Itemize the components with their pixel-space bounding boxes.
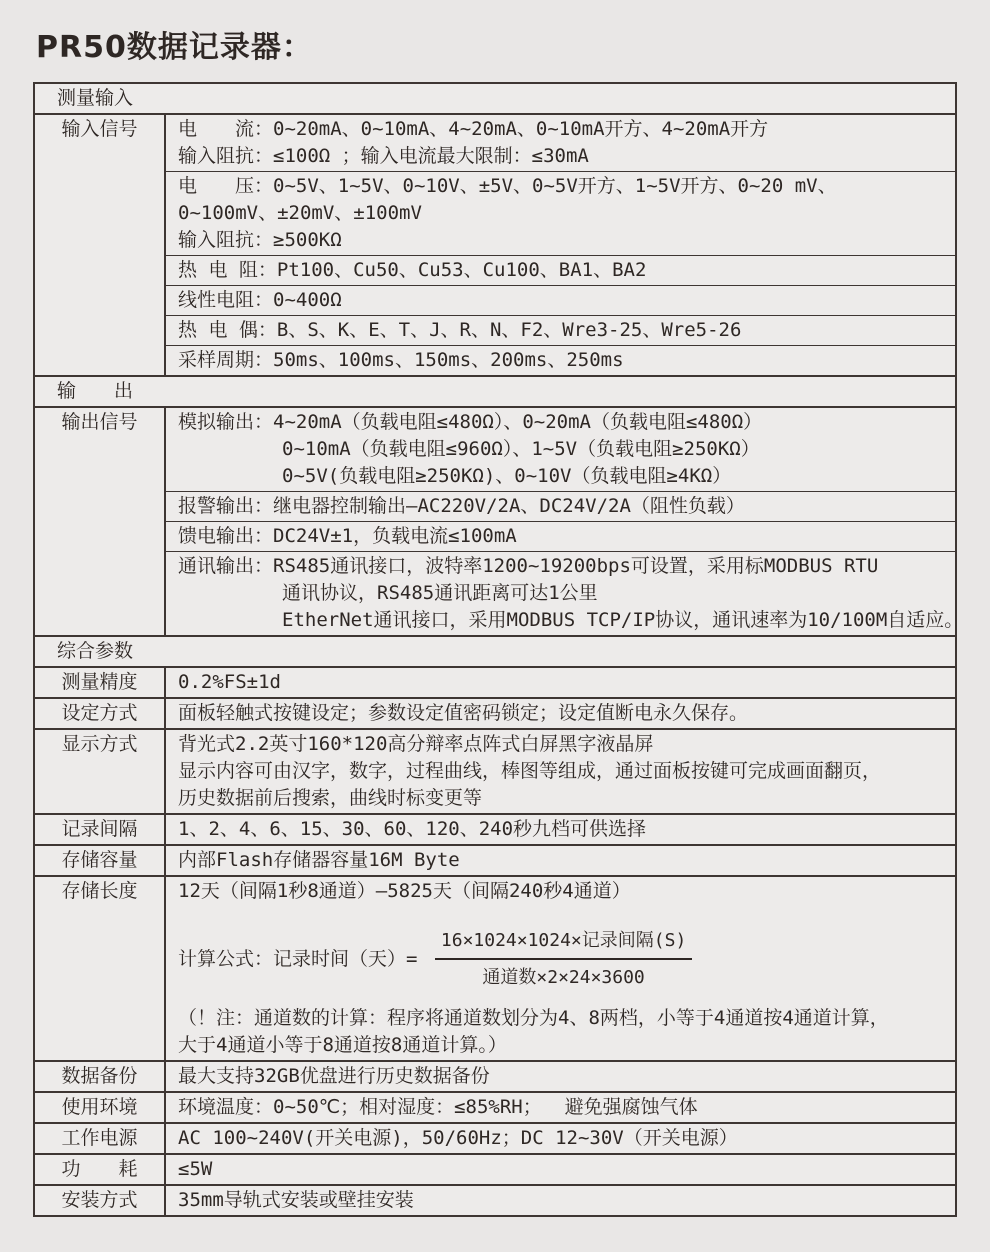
row-label: 输入信号 <box>35 115 166 375</box>
row-label: 安装方式 <box>35 1186 166 1215</box>
row-label: 存储长度 <box>35 877 166 1060</box>
row-accuracy <box>35 666 955 697</box>
spec-value <box>166 846 955 875</box>
spec-value <box>166 815 955 844</box>
spec-line: 环境温度：0~50℃；相对湿度：≤85%RH； 避免强腐蚀气体 <box>178 1096 698 1118</box>
cell-comm-output <box>166 551 964 635</box>
spec-line: （！注：通道数的计算：程序将通道数划分为4、8两档，小等于4通道按4通道计算， <box>178 1007 889 1029</box>
input-signal-content <box>166 115 955 375</box>
section-label: 测量输入 <box>57 87 134 109</box>
spec-line: 热 电 阻：Pt100、Cu50、Cu53、Cu100、BA1、BA2 <box>178 259 647 281</box>
cell-linear-resistance <box>166 285 955 315</box>
spec-value <box>166 1186 955 1215</box>
spec-line: 馈电输出：DC24V±1，负载电流≤100mA <box>178 525 517 547</box>
spec-line: 通讯协议，RS485通讯距离可达1公里 <box>282 582 598 604</box>
spec-value <box>166 668 955 697</box>
section-row-measurement-input <box>35 84 955 113</box>
spec-line: 35mm导轨式安装或壁挂安装 <box>178 1189 414 1211</box>
spec-value <box>166 699 955 728</box>
spec-value <box>166 1124 955 1153</box>
spec-table <box>33 82 964 1217</box>
fraction-numerator: 16×1024×1024×记录间隔(S) <box>435 927 692 960</box>
spec-line: 电 压：0~5V、1~5V、0~10V、±5V、0~5V开方、1~5V开方、0~20 mV、 <box>178 175 837 197</box>
spec-line: 输入阻抗：≤100Ω ；输入电流最大限制：≤30mA <box>178 145 589 167</box>
cell-current <box>166 115 955 171</box>
spec-value <box>166 1062 955 1091</box>
spec-line: 报警输出：继电器控制输出—AC220V/2A、DC24V/2A（阻性负载） <box>178 495 745 517</box>
row-power-supply <box>35 1122 955 1153</box>
cell-sampling-period <box>166 345 955 375</box>
row-label: 存储容量 <box>35 846 166 875</box>
row-label: 显示方式 <box>35 730 166 813</box>
spec-line: 最大支持32GB优盘进行历史数据备份 <box>178 1065 490 1087</box>
spec-line: 线性电阻：0~400Ω <box>178 289 342 311</box>
row-environment <box>35 1091 955 1122</box>
spec-line: 0.2%FS±1d <box>178 671 281 693</box>
section-label: 输 出 <box>57 380 134 402</box>
cell-rtd <box>166 255 955 285</box>
spec-line: 内部Flash存储器容量16M Byte <box>178 849 460 871</box>
spec-line: 0~10mA（负载电阻≤960Ω）、1~5V（负载电阻≥250KΩ） <box>282 438 760 460</box>
page <box>0 22 990 1252</box>
spec-line: 大于4通道小等于8通道按8通道计算。） <box>178 1034 507 1056</box>
fraction-denominator: 通道数×2×24×3600 <box>482 967 645 988</box>
spec-line: EtherNet通讯接口，采用MODBUS TCP/IP协议，通讯速率为10/100M自适应。 <box>282 609 964 631</box>
formula-prefix: 计算公式：记录时间（天）= <box>178 947 429 970</box>
spec-line: 1、2、4、6、15、30、60、120、240秒九档可供选择 <box>178 818 647 840</box>
row-data-backup <box>35 1060 955 1091</box>
spec-line: 电 流：0~20mA、0~10mA、4~20mA、0~10mA开方、4~20mA开方 <box>178 118 769 140</box>
spec-value <box>166 730 955 813</box>
row-label: 工作电源 <box>35 1124 166 1153</box>
spec-line: 热 电 偶：B、S、K、E、T、J、R、N、F2、Wre3-25、Wre5-26 <box>178 319 742 341</box>
spec-line: 0~100mV、±20mV、±100mV <box>178 202 422 224</box>
spec-value <box>166 1155 955 1184</box>
row-storage-capacity <box>35 844 955 875</box>
spec-line: 输入阻抗：≥500KΩ <box>178 229 342 251</box>
row-output-signal <box>35 406 964 635</box>
record-time-formula <box>178 927 951 991</box>
row-label: 功 耗 <box>35 1155 166 1184</box>
row-power-consumption <box>35 1153 955 1184</box>
row-input-signal <box>35 113 955 375</box>
cell-thermocouple <box>166 315 955 345</box>
row-label: 设定方式 <box>35 699 166 728</box>
section-row-output <box>35 375 955 406</box>
row-label: 数据备份 <box>35 1062 166 1091</box>
spec-line: 12天（间隔1秒8通道）—5825天（间隔240秒4通道） <box>178 880 631 902</box>
row-display-method <box>35 728 955 813</box>
section-label: 综合参数 <box>57 640 134 662</box>
spec-value <box>166 1093 955 1122</box>
spec-line: 显示内容可由汉字，数字，过程曲线，棒图等组成，通过面板按键可完成画面翻页， <box>178 760 882 782</box>
cell-analog-output <box>166 408 955 491</box>
spec-line: 背光式2.2英寸160*120高分辩率点阵式白屏黑字液晶屏 <box>178 733 654 755</box>
row-installation <box>35 1184 955 1215</box>
row-label: 记录间隔 <box>35 815 166 844</box>
row-storage-length <box>35 875 955 1060</box>
storage-length-content <box>166 877 955 1060</box>
output-signal-content <box>166 408 964 635</box>
spec-line: 模拟输出：4~20mA（负载电阻≤480Ω）、0~20mA（负载电阻≤480Ω） <box>178 411 763 433</box>
row-label: 使用环境 <box>35 1093 166 1122</box>
row-label: 输出信号 <box>35 408 166 635</box>
cell-voltage <box>166 171 955 255</box>
spec-line: AC 100~240V(开关电源)，50/60Hz；DC 12~30V（开关电源） <box>178 1127 738 1149</box>
formula-fraction <box>435 927 692 991</box>
section-row-general-params <box>35 635 955 666</box>
spec-line: 面板轻触式按键设定；参数设定值密码锁定；设定值断电永久保存。 <box>178 702 749 724</box>
row-setting-method <box>35 697 955 728</box>
row-record-interval <box>35 813 955 844</box>
spec-line: 0~5V(负载电阻≥250KΩ)、0~10V（负载电阻≥4KΩ） <box>282 465 732 487</box>
spec-line: 通讯输出：RS485通讯接口，波特率1200~19200bps可设置，采用标MODBUS RTU <box>178 555 879 577</box>
row-label: 测量精度 <box>35 668 166 697</box>
cell-feed-output <box>166 521 955 551</box>
page-title: PR50数据记录器： <box>36 30 313 65</box>
spec-line: 采样周期：50ms、100ms、150ms、200ms、250ms <box>178 349 624 371</box>
cell-alarm-output <box>166 491 955 521</box>
spec-line: 历史数据前后搜索，曲线时标变更等 <box>178 787 483 809</box>
spec-line: ≤5W <box>178 1158 213 1180</box>
